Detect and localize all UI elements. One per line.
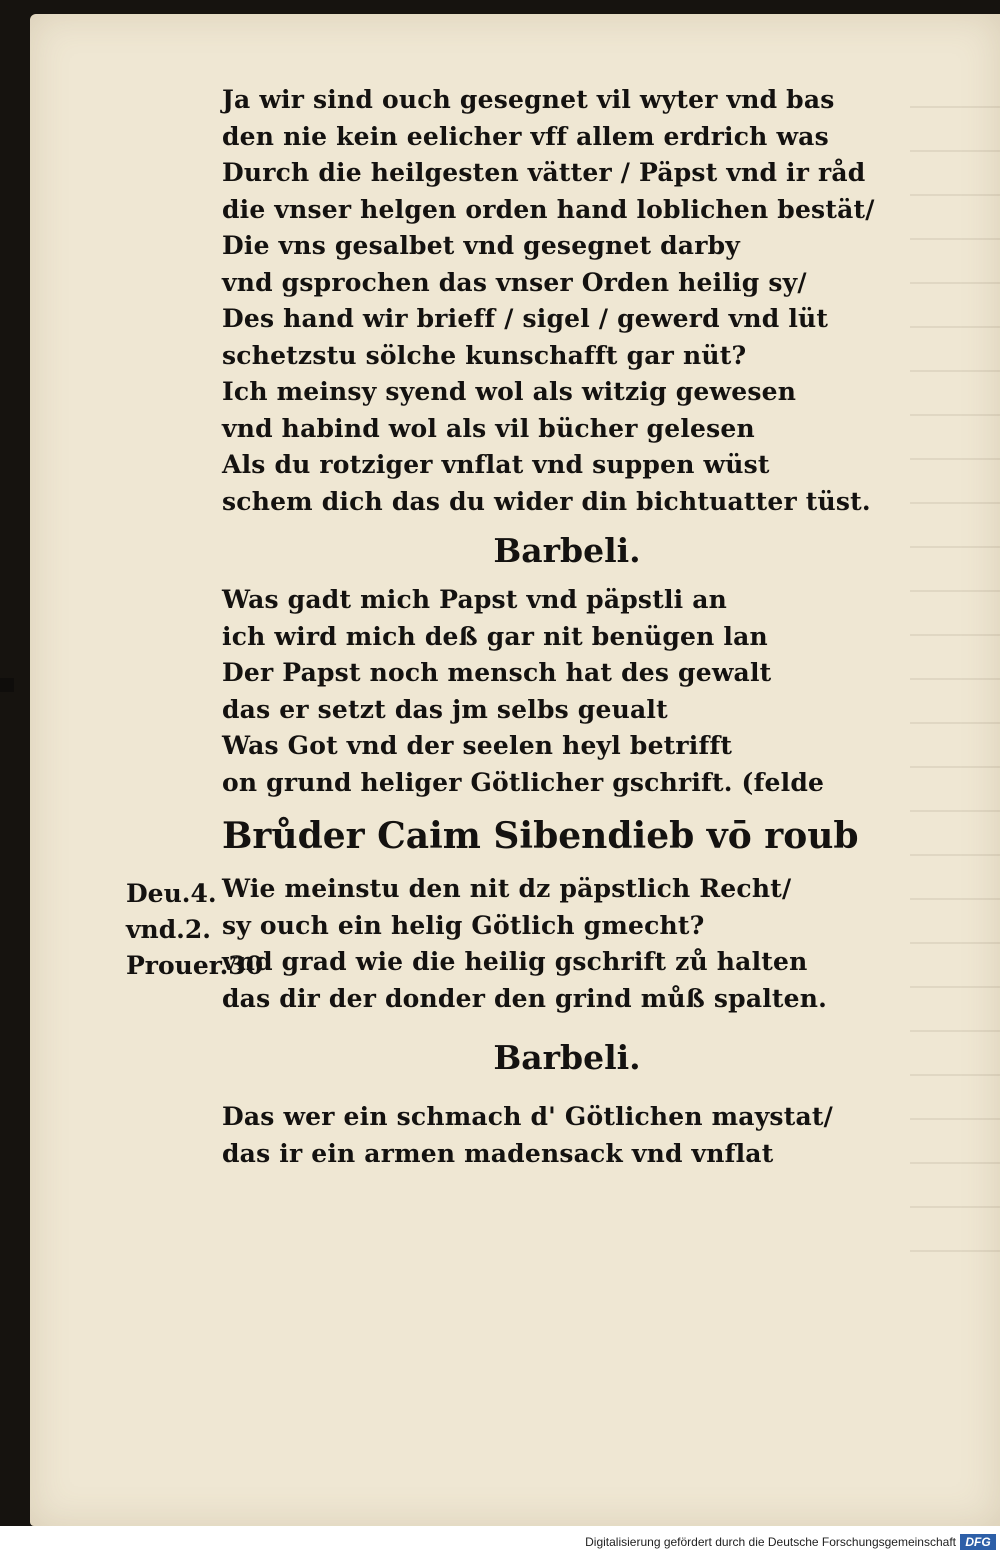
verse-line: das ir ein armen madensack vnd vnflat [222, 1138, 774, 1168]
edge-mark [0, 678, 14, 692]
speaker-heading: Barbeli. [493, 531, 641, 570]
speaker-heading: Barbeli. [493, 1038, 641, 1077]
footer-bar [0, 1526, 1000, 1556]
verse-line: die vnser helgen orden hand loblichen bestät/ [222, 194, 875, 224]
verse-line: vnd grad wie die heilig gschrift zů halten [222, 947, 808, 976]
verse-line: Der Papst noch mensch hat des gewalt [222, 658, 772, 687]
verse-line: ich wird mich deß gar nit benügen lan [222, 621, 768, 651]
verse-line: das dir der donder den grind můß spalten. [222, 983, 828, 1013]
verse-line: Das wer ein schmach d' Götlichen maystat/ [222, 1102, 833, 1131]
speaker-heading: Brůder Caim Sibendieb vō roub [222, 815, 859, 857]
verse-line: schem dich das du wider din bichtuatter tüst. [222, 486, 871, 516]
verse-line: vnd habind wol als vil bücher gelesen [222, 413, 755, 443]
verse-line: schetzstu sölche kunschafft gar nüt? [222, 340, 747, 370]
verse-line: Wie meinstu den nit dz päpstlich Recht/ [222, 874, 792, 903]
verse-line: Durch die heilgesten vätter / Päpst vnd ir råd [222, 158, 866, 187]
margin-note-line: vnd.2. [126, 915, 211, 944]
verse-line: on grund heliger Götlicher gschrift. (felde [222, 767, 825, 797]
funding-credit: Digitalisierung gefördert durch die Deutsche Forschungsgemeinschaft [585, 1535, 956, 1549]
verse-line: Was gadt mich Papst vnd päpstli an [222, 585, 728, 614]
verse-line: den nie kein eelicher vff allem erdrich was [222, 121, 829, 151]
verse-line: sy ouch ein helig Götlich gmecht? [222, 910, 705, 940]
verse-line: Was Got vnd der seelen heyl betrifft [222, 731, 733, 760]
verse-line: vnd gsprochen das vnser Orden heilig sy/ [222, 267, 807, 297]
main-text [222, 82, 952, 1172]
verse-line: Ich meinsy syend wol als witzig gewesen [222, 377, 797, 406]
dfg-logo-icon: DFG [960, 1534, 996, 1550]
verse-line: Die vns gesalbet vnd gesegnet darby [222, 231, 740, 260]
verse-line: Als du rotziger vnflat vnd suppen wüst [222, 450, 770, 479]
margin-note-line: Deu.4. [126, 879, 217, 908]
verse-line: Des hand wir brieff / sigel / gewerd vnd lüt [222, 304, 829, 333]
margin-note-line: Prouer.30 [126, 951, 264, 980]
verse-line: das er setzt das jm selbs geualt [222, 694, 668, 724]
verse-line: Ja wir sind ouch gesegnet vil wyter vnd bas [222, 85, 835, 114]
